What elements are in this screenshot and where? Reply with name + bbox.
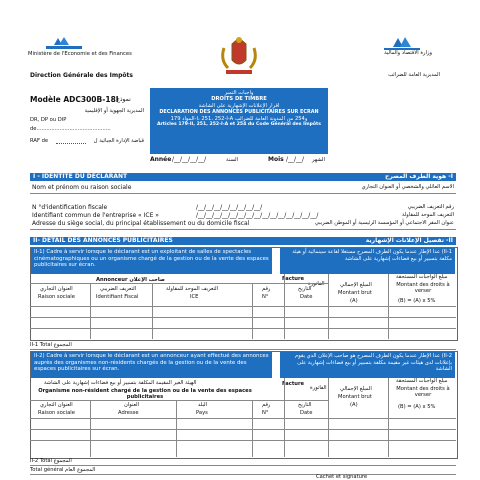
montant-a-2: (A): [350, 402, 358, 408]
title-ar-2: اقرار الإعلانات الإشهارية على الشاشة: [198, 102, 280, 109]
mois-label: Mois: [268, 156, 284, 163]
facture-label-ar: الفاتورة: [308, 281, 325, 287]
row-line: [30, 440, 456, 441]
title-declaration: DECLARATION DES ANNONCES PUBLICITAIRES SUR ECRAN: [159, 109, 319, 116]
droits-label-2: Montant des droits à verser: [396, 386, 450, 398]
row-line: [30, 328, 456, 329]
col2-num: N°: [262, 410, 269, 416]
name-label: Nom et prénom ou raison sociale: [32, 184, 132, 191]
dr-of-field[interactable]: de.............................................: [30, 126, 111, 132]
part-1-desc-box: [31, 248, 272, 274]
montant-brut: Montant brut: [338, 290, 372, 296]
part-1-desc-ar: II-1) عدا الإطار عندما يكون الطرف المصرح مستغلا لقاعة سينمائية أو هيئة مكلفة بتسيير أو بيع فضاءات إشهارية على الشاشة: [292, 249, 452, 262]
montant-a: (A): [350, 298, 358, 304]
part-1-desc-ar-box: [280, 248, 455, 274]
org-label: Organisme non-résident chargé de la gestion ou de la vente des espaces publicitaires: [38, 388, 252, 400]
section-2-header: [30, 237, 456, 245]
raf-label: RAF de: [30, 138, 49, 144]
if-field[interactable]: /__/__/__/__/__/__/__/__/: [196, 204, 263, 211]
name-field[interactable]: [30, 193, 456, 194]
annonceur-label: Annonceur صاحب الإعلان: [96, 277, 165, 283]
address-label-ar: عنوان المقر الاجتماعي أو المؤسسة الرئيسية أو الموطن الضريبي: [314, 220, 454, 226]
raf-label-ar: قباضة الإدارة الجبائية ل: [93, 138, 144, 144]
royal-crest-icon: [216, 34, 262, 78]
section-1-header: [30, 173, 456, 181]
col-ice-ar: التعريف الموحد للمقاولة: [166, 286, 219, 292]
col2-date: Date: [300, 410, 313, 416]
col2-pays: Pays: [196, 410, 208, 416]
droits-label: Montant des droits à verser: [396, 282, 450, 294]
col2-num-ar: رقم: [262, 402, 271, 408]
row-line: [30, 317, 456, 318]
dr-label-ar: المديرية الجهوية أو الإقليمية: [84, 108, 144, 114]
col-line: [152, 284, 153, 339]
address-field[interactable]: [30, 229, 456, 230]
address-label: Adresse du siège social, du principal établissement ou du domicile fiscal: [32, 220, 250, 227]
col-ice: ICE: [190, 294, 199, 300]
col-date-ar: التاريخ: [298, 286, 312, 292]
col2-raison: Raison sociale: [38, 410, 75, 416]
title-ar-3: المواد 179-I، 251، 252-I-A و254 من المدونة العامة للضرائب: [170, 115, 308, 122]
droits-label-ar: مبلغ الواجبات المستحقة: [396, 274, 448, 280]
row-line: [30, 306, 456, 307]
total-general-line: [30, 474, 456, 475]
dgi-label: Direction Générale des Impôts: [30, 72, 133, 79]
if-label: N °d'identification fiscale: [32, 204, 108, 211]
col2-pays-ar: البلد: [198, 402, 208, 408]
org-label-ar: الهيئة الغير المقيمة المكلفة بتسيير أو بيع فضاءات إشهارية على الشاشة: [44, 380, 197, 386]
total-ii-2-label: II-2 Total المجموع: [30, 458, 72, 464]
col-line: [252, 284, 253, 339]
dr-label: DR, DP ou DIP: [30, 117, 67, 123]
section-1-title-ar: I- هوية الطرف المصرح: [385, 173, 453, 180]
part-2-desc-ar-box: [280, 352, 455, 378]
annee-label-ar: السنة: [226, 157, 238, 163]
name-label-ar: الاسم العائلي والشخصي أو العنوان التجاري: [361, 184, 454, 190]
col-raison-ar: العنوان التجاري: [40, 286, 73, 292]
montant-brut-2-ar: المبلغ الإجمالي: [340, 386, 372, 392]
total-ii-1-label: II-1 Total المجموع: [30, 342, 72, 348]
col-date: Date: [300, 294, 313, 300]
row-line: [30, 418, 456, 419]
ice-field[interactable]: /__/__/__/__/__/__/__/__/__/__/__/__/__/__/__/: [196, 212, 319, 219]
droits-label-2-ar: مبلغ الواجبات المستحقة: [396, 378, 448, 384]
row-line: [30, 429, 456, 430]
ministry-name: Ministère de l'Economie et des Finances: [28, 51, 132, 57]
col-if: Identifiant Fiscal: [96, 294, 139, 300]
total-ii-1-line: [30, 349, 456, 350]
title-box: [150, 88, 328, 154]
section-2-title: II- DETAIL DES ANNONCES PUBLICITAIRES: [33, 237, 173, 244]
col-if-ar: التعريف الضريبي: [100, 286, 137, 292]
title-articles: Articles 179-II, 251, 252-I-A et 254 du Code Général des Impôts: [156, 122, 321, 128]
model-number-ar: نموذج: [116, 96, 131, 103]
ministry-name-ar: وزارة الاقتصاد والمالية: [384, 50, 432, 56]
col-line: [90, 284, 91, 339]
part-2-desc-box: [31, 352, 272, 378]
ministry-logo: [28, 36, 132, 62]
part-1-desc: II-1) Cadre à servir lorsque le déclarant est un exploitant de salles de spectacles cinématographiques ou un organisme chargé de la gestion ou de la vente des espaces publicitaires sur écran.: [34, 249, 269, 269]
part-2-desc: II-2) Cadre à servir lorsque le déclarant est un annonceur ayant effectué des annonces auprès des organismes non-résidents chargés de la gestion ou de la vente des espaces publicitaires sur écran.: [34, 353, 269, 373]
title-ar-1: واجبات التمبر: [224, 90, 254, 96]
col-num: N°: [262, 294, 269, 300]
total-ii-2-line: [30, 465, 456, 466]
title-droits: DROITS DE TIMBRE: [211, 96, 267, 103]
montant-brut-2: Montant brut: [338, 394, 372, 400]
facture-label-2: Facture: [282, 381, 305, 387]
annee-label: Année: [150, 156, 172, 163]
facture-label-2-ar: الفاتورة: [310, 385, 327, 391]
droits-formula: (B) = (A) x 5%: [398, 298, 436, 304]
annee-field[interactable]: /__/__/__/__/: [172, 156, 207, 163]
part-2-desc-ar: II-2) عدا الإطار عندما يكون الطرف المصرح هو صاحب الإعلان الذي يقوم بإعلانات لدى هيئات غير مقيمة مكلفة بتسيير أو بيع فضاءات إشهارية على الشاشة: [295, 353, 452, 373]
total-general-label: Total général المجموع العام: [30, 467, 96, 473]
ice-label-ar: التعريف الموحد للمقاولة: [401, 212, 454, 218]
raf-field[interactable]: [56, 138, 86, 144]
col-raison: Raison sociale: [38, 294, 75, 300]
droits-formula-2: (B) = (A) x 5%: [398, 404, 436, 410]
section-1-title: I - IDENTITE DU DECLARANT: [33, 173, 128, 180]
col2-adresse-ar: العنوان: [124, 402, 140, 408]
section-2-title-ar: II- تفصيل الإعلانات الإشهارية: [365, 237, 453, 244]
dgi-label-ar: المديرية العامة للضرائب: [388, 72, 440, 78]
ice-label: Identifiant commun de l'entreprise « ICE »: [32, 212, 159, 219]
model-number: Modèle ADC300B-18I: [30, 95, 119, 104]
if-label-ar: رقم التعريف الضريبي: [407, 204, 454, 210]
mois-label-ar: الشهر: [312, 157, 325, 163]
col2-adresse: Adresse: [118, 410, 139, 416]
montant-brut-ar: المبلغ الإجمالي: [340, 282, 372, 288]
col2-raison-ar: العنوان التجاري: [40, 402, 73, 408]
ministry-logo-ar: [370, 36, 432, 60]
mois-field[interactable]: /__/__/: [286, 156, 305, 163]
cachet-label: Cachet et signature: [316, 474, 368, 480]
col2-date-ar: التاريخ: [298, 402, 312, 408]
facture-label: Facture: [282, 276, 305, 282]
col-num-ar: رقم: [262, 286, 271, 292]
